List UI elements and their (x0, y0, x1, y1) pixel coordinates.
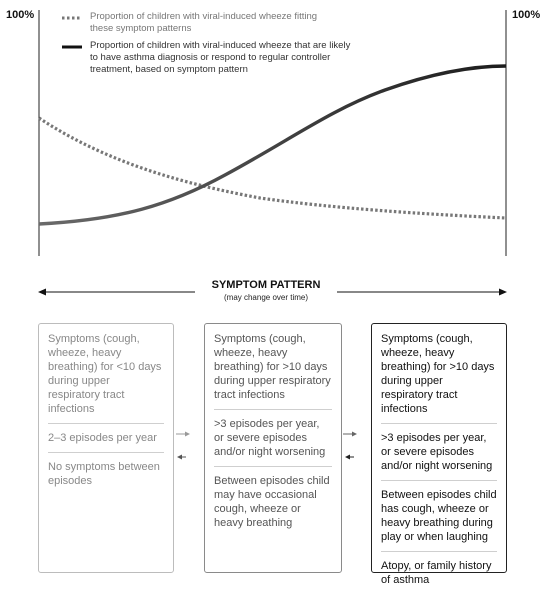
arrow-left-1-head (177, 455, 182, 460)
box-section: Between episodes child has cough, wheeze or heavy breathing during play or when laughing (381, 480, 497, 551)
arrow-head-left (38, 289, 46, 296)
legend-solid-text: Proportion of children with viral-induced wheeze that are likely to have asthma diagnosis or respond to regular controller treatment, based on symptom pattern (90, 40, 351, 75)
box-section: >3 episodes per year, or severe episodes and/or night worsening (214, 409, 332, 466)
arrow-right-1-head (185, 432, 190, 437)
box-section: 2–3 episodes per year (48, 423, 164, 452)
right-axis-max-label: 100% (512, 9, 541, 21)
box-section: Between episodes child may have occasional cough, wheeze or heavy breathing (214, 466, 332, 537)
arrow-head-right (499, 289, 507, 296)
left-axis-max-label: 100% (6, 9, 35, 21)
arrow-right-2-head (352, 432, 357, 437)
box-arrows (0, 300, 546, 578)
dotted-curve (39, 118, 506, 218)
box-section: >3 episodes per year, or severe episodes and/or night worsening (381, 423, 497, 480)
symptom-pattern-subtitle: (may change over time) (223, 293, 309, 302)
box-section: Atopy, or family history of asthma (381, 551, 497, 594)
box-section: Symptoms (cough, wheeze, heavy breathing) for <10 days during upper respiratory tract infections (48, 333, 162, 415)
symptom-pattern-title: SYMPTOM PATTERN (211, 279, 321, 291)
box-section: Symptoms (cough, wheeze, heavy breathing) for >10 days during upper respiratory tract infections (381, 333, 495, 415)
legend-dotted-text: Proportion of children with viral-induced wheeze fitting these symptom patterns (90, 11, 318, 34)
box-section: No symptoms between episodes (48, 452, 164, 495)
box-section: Symptoms (cough, wheeze, heavy breathing) for >10 days during upper respiratory tract infections (214, 333, 331, 401)
arrow-left-2-head (345, 455, 350, 460)
